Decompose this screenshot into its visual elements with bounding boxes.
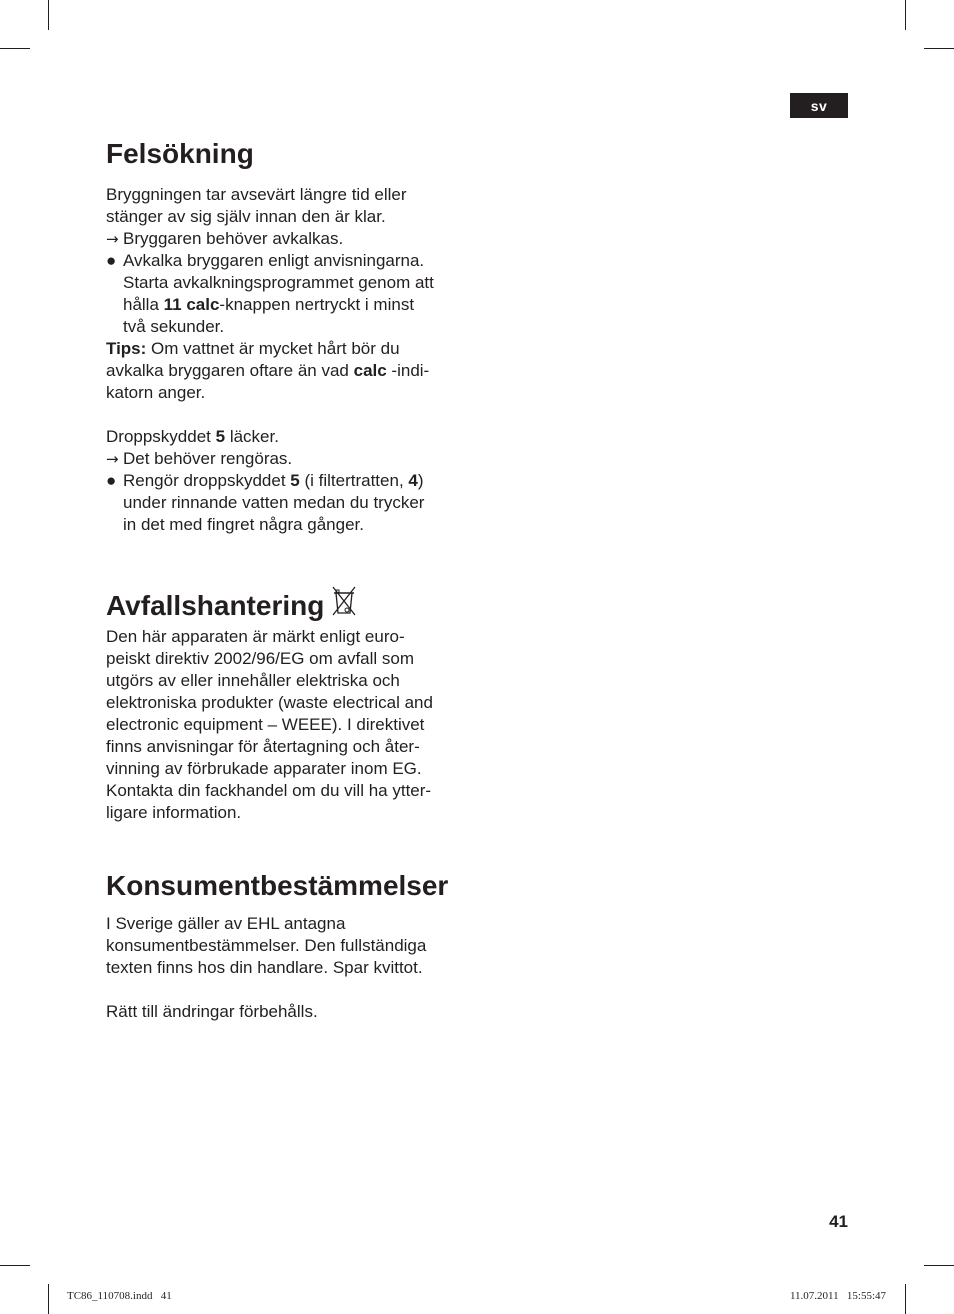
arrow-icon: → (106, 450, 119, 468)
arrow-icon: → (106, 230, 119, 248)
paragraph-line: stänger av sig själv innan den är klar. (106, 207, 386, 226)
text-run: avkalka bryggaren oftare än vad (106, 361, 354, 380)
disposal-heading (106, 583, 356, 622)
cause-text: Bryggaren behöver avkalkas. (123, 229, 344, 248)
tips-line (106, 360, 466, 382)
text-run: (i filtertratten, (299, 471, 409, 490)
bullet-continuation: Starta avkalkningsprogrammet genom att (123, 273, 434, 292)
paragraph-line: ligare information. (106, 803, 242, 822)
text-run: -knappen nertryckt i minst (219, 295, 415, 314)
bullet-continuation: under rinnande vatten medan du trycker (123, 493, 425, 512)
part-reference: 4 (408, 471, 418, 490)
indicator-reference: calc (353, 361, 387, 380)
text-run: Droppskyddet (106, 427, 216, 446)
cause-text: Det behöver rengöras. (123, 449, 293, 468)
text-run: hålla (123, 295, 164, 314)
paragraph-line: electronic equipment – WEEE). I direktivet (106, 715, 425, 734)
problem-line (106, 426, 466, 448)
crossed-bin-icon (332, 583, 356, 619)
bullet-icon: ● (106, 251, 117, 270)
consumer-body (106, 913, 466, 1023)
slug-datetime: 11.07.2011 15:55:47 (789, 1290, 886, 1302)
troubleshooting-heading: Felsökning (106, 138, 254, 169)
bullet-text: Avkalka bryggaren enligt anvisningarna. (123, 251, 425, 270)
crop-mark (924, 48, 954, 49)
bullet-continuation: in det med fingret några gånger. (123, 515, 364, 534)
spacer (106, 404, 466, 426)
cause-line (106, 228, 466, 250)
text-run: ) (417, 471, 424, 490)
paragraph-line: utgörs av eller innehåller elektriska och (106, 671, 400, 690)
paragraph-line: Den här apparaten är märkt enligt euro- (106, 627, 405, 646)
disposal-body (106, 626, 466, 824)
paragraph-line: Kontakta din fackhandel om du vill ha ytter- (106, 781, 432, 800)
paragraph-line: vinning av förbrukade apparater inom EG. (106, 759, 422, 778)
paragraph-line: texten finns hos din handlare. Spar kvittot. (106, 958, 423, 977)
crop-mark (0, 1265, 30, 1266)
tips-line: katorn anger. (106, 383, 206, 402)
tips-label: Tips: (106, 339, 147, 358)
crop-mark (905, 1284, 906, 1314)
slug-file: TC86_110708.indd 41 (67, 1290, 172, 1302)
paragraph-line: peiskt direktiv 2002/96/EG om avfall som (106, 649, 415, 668)
tips-line (106, 338, 466, 360)
bullet-continuation: två sekunder. (123, 317, 225, 336)
text-run: Rengör droppskyddet (123, 471, 291, 490)
bullet-item (106, 470, 466, 492)
cause-line (106, 448, 466, 470)
crop-mark (48, 1284, 49, 1314)
text-run: läcker. (225, 427, 279, 446)
rights-note: Rätt till ändringar förbehålls. (106, 1002, 318, 1021)
page-number: 41 (829, 1212, 848, 1231)
paragraph-line: elektroniska produkter (waste electrical and (106, 693, 433, 712)
spacer (106, 979, 466, 1001)
language-badge: sv (790, 93, 848, 118)
bullet-item (106, 250, 466, 272)
button-reference: 11 calc (163, 295, 220, 314)
paragraph-line: I Sverige gäller av EHL antagna (106, 914, 346, 933)
crop-mark (0, 48, 30, 49)
text-run: Om vattnet är mycket hårt bör du (146, 339, 400, 358)
disposal-title: Avfallshantering (106, 590, 325, 621)
crop-mark (48, 0, 49, 30)
bullet-continuation (106, 294, 466, 316)
bullet-icon: ● (106, 471, 117, 490)
consumer-heading: Konsumentbestämmelser (106, 870, 449, 901)
paragraph-line: finns anvisningar för återtagning och åter- (106, 737, 420, 756)
paragraph-line: konsumentbestämmelser. Den fullständiga (106, 936, 427, 955)
paragraph-line: Bryggningen tar avsevärt längre tid eller (106, 185, 407, 204)
crop-mark (924, 1265, 954, 1266)
crop-mark (905, 0, 906, 30)
part-reference: 5 (215, 427, 226, 446)
troubleshooting-body (106, 184, 466, 536)
part-reference: 5 (290, 471, 300, 490)
text-run: -indi- (386, 361, 430, 380)
